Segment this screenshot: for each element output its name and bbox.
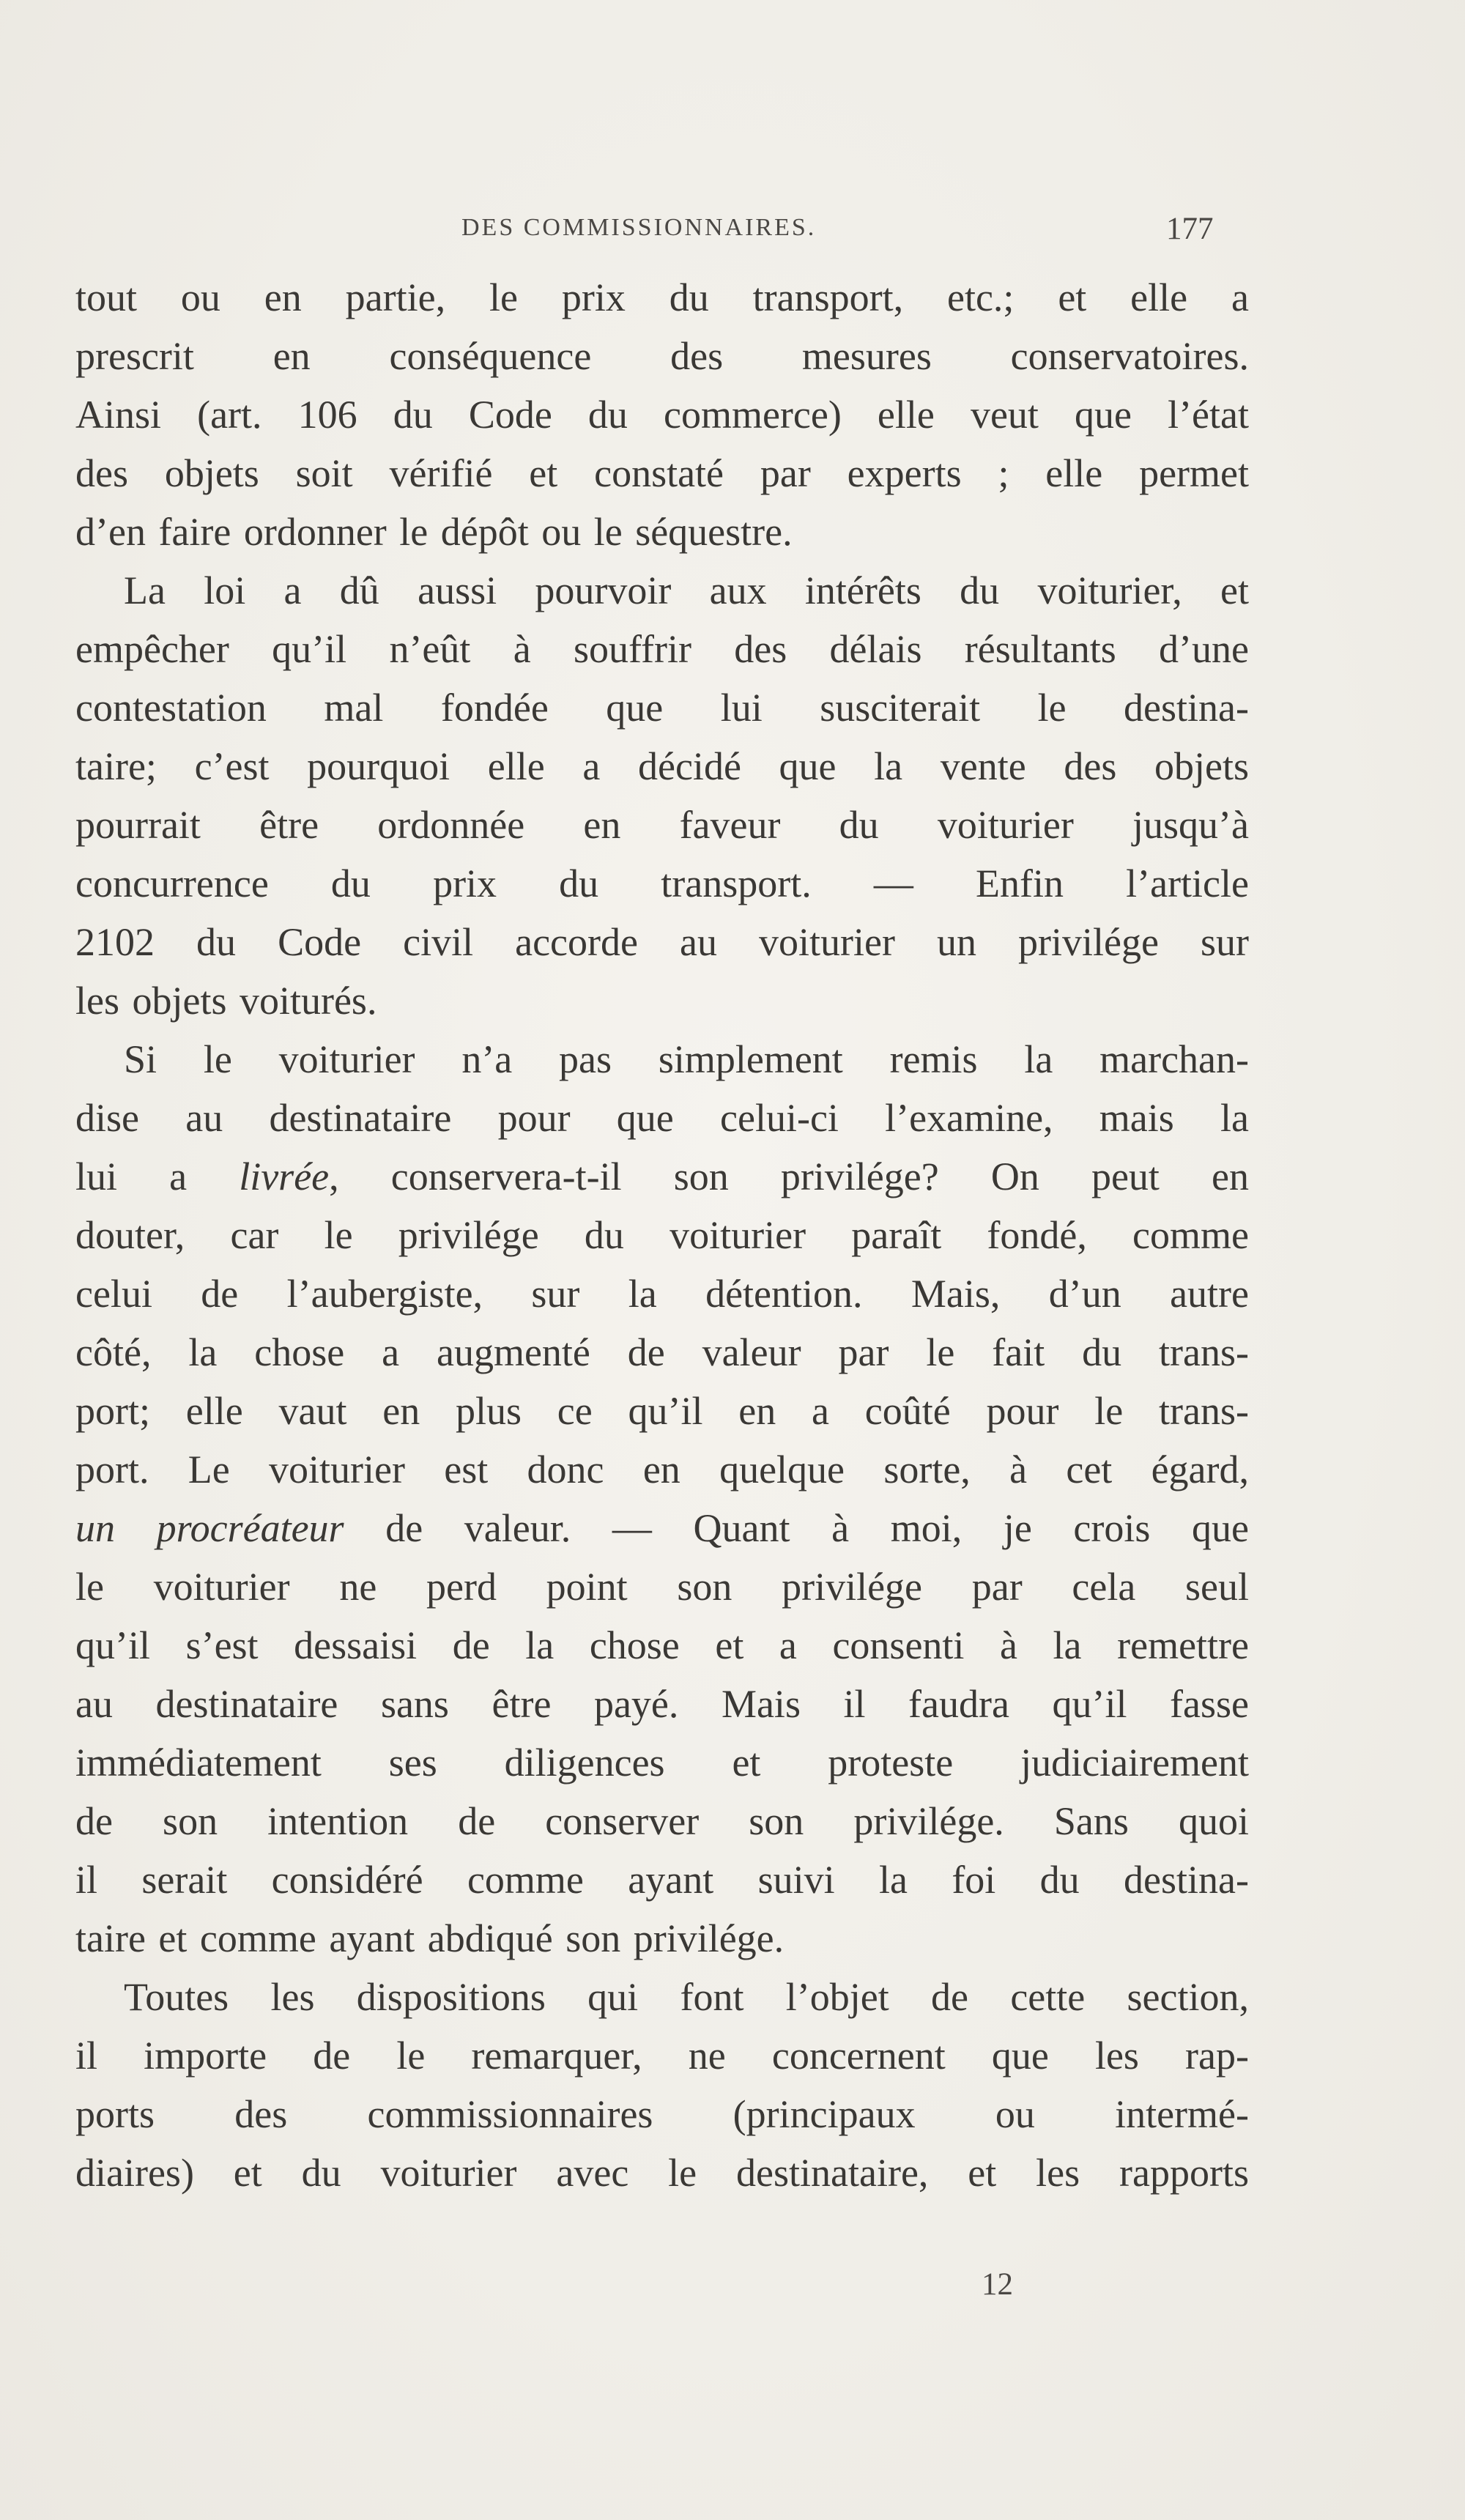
text-line: de son intention de conserver son privilége. Sans quoi	[75, 1799, 1249, 1843]
running-title: DES COMMISSIONNAIRES.	[461, 214, 817, 241]
text-line: il serait considéré comme ayant suivi la foi du destina-	[75, 1858, 1249, 1902]
text-line: empêcher qu’il n’eût à souffrir des délais résultants d’une	[75, 627, 1249, 671]
paragraph-first-line: Toutes les dispositions qui font l’objet de cette section,	[124, 1975, 1249, 2019]
text-line: dise au destinataire pour que celui-ci l’examine, mais la	[75, 1096, 1249, 1140]
text-line: le voiturier ne perd point son privilége par cela seul	[75, 1565, 1249, 1609]
text-line: ports des commissionnaires (principaux ou intermé-	[75, 2092, 1249, 2136]
text-line: qu’il s’est dessaisi de la chose et a consenti à la remettre	[75, 1623, 1249, 1667]
paragraph-first-line: Si le voiturier n’a pas simplement remis la marchan-	[124, 1037, 1249, 1081]
text-line: immédiatement ses diligences et proteste judiciairement	[75, 1741, 1249, 1785]
text-line: Ainsi (art. 106 du Code du commerce) elle veut que l’état	[75, 393, 1249, 437]
page-number: 177	[1166, 212, 1214, 246]
italic-term: un procréateur	[75, 1506, 344, 1550]
text-line: celui de l’aubergiste, sur la détention. Mais, d’un autre	[75, 1272, 1249, 1316]
paragraph-first-line: La loi a dû aussi pourvoir aux intérêts du voiturier, et	[124, 568, 1249, 612]
text-line: il importe de le remarquer, ne concernent que les rap-	[75, 2034, 1249, 2078]
text-line: port; elle vaut en plus ce qu’il en a coûté pour le trans-	[75, 1389, 1249, 1433]
text-line: pourrait être ordonnée en faveur du voiturier jusqu’à	[75, 803, 1249, 847]
text-line: un procréateur de valeur. — Quant à moi, je crois que	[75, 1506, 1249, 1550]
text-line: des objets soit vérifié et constaté par experts ; elle permet	[75, 451, 1249, 495]
text-line: 2102 du Code civil accorde au voiturier un privilége sur	[75, 920, 1249, 964]
text-line: côté, la chose a augmenté de valeur par le fait du trans-	[75, 1330, 1249, 1374]
text-line: contestation mal fondée que lui susciterait le destina-	[75, 686, 1249, 730]
text-line: diaires) et du voiturier avec le destinataire, et les rapports	[75, 2151, 1249, 2195]
text-line: port. Le voiturier est donc en quelque sorte, à cet égard,	[75, 1448, 1249, 1491]
signature-mark: 12	[982, 2267, 1013, 2302]
text-line: taire; c’est pourquoi elle a décidé que la vente des objets	[75, 744, 1249, 788]
italic-term: livrée	[239, 1155, 330, 1198]
text-line: prescrit en conséquence des mesures conservatoires.	[75, 334, 1249, 378]
running-head	[0, 214, 1465, 251]
text-line: d’en faire ordonner le dépôt ou le séquestre.	[75, 510, 793, 554]
body-text	[75, 268, 1249, 2202]
text-line: au destinataire sans être payé. Mais il faudra qu’il fasse	[75, 1682, 1249, 1726]
text-line: les objets voiturés.	[75, 979, 377, 1023]
text-line: lui a livrée, conservera-t-il son privilége? On peut en	[75, 1155, 1249, 1198]
text-line: tout ou en partie, le prix du transport, etc.; et elle a	[75, 275, 1249, 319]
text-line: taire et comme ayant abdiqué son privilége.	[75, 1916, 785, 1960]
text-line: douter, car le privilége du voiturier paraît fondé, comme	[75, 1213, 1249, 1257]
text-line: concurrence du prix du transport. — Enfin l’article	[75, 861, 1249, 905]
